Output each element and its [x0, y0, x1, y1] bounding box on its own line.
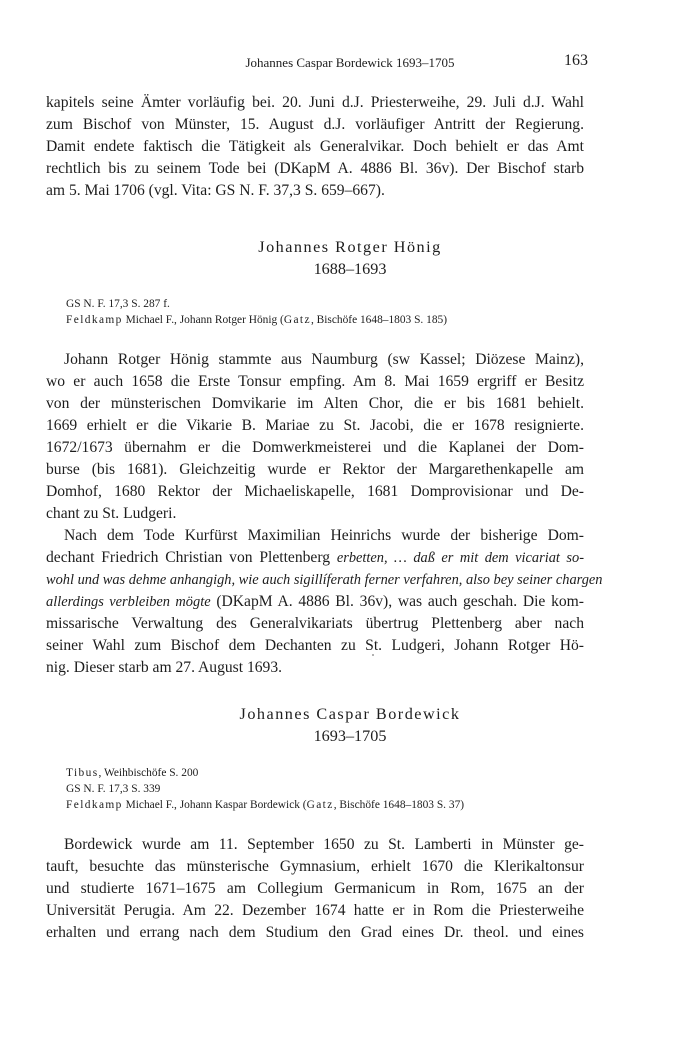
editor-name: Gatz — [283, 314, 311, 326]
quoted-text: erbetten, … daß er mit dem vicariat so- — [336, 550, 584, 566]
text-line: wo er auch 1658 die Erste Tonsur empfing. Am 8. Mai 1659 ergriff er Besitz — [46, 373, 584, 390]
text-line: 1672/1673 übernahm er die Domwerkmeisterei und die Kaplanei der Dom- — [46, 439, 584, 456]
text-line: Nach dem Tode Kurfürst Maximilian Heinrichs wurde der bisherige Dom- — [64, 527, 584, 544]
hoenig-paragraph-1 — [46, 349, 603, 679]
text-line: von der münsterischen Domvikarie im Alten Chor, die er bis 1681 behielt. — [46, 395, 584, 412]
intro-paragraph — [46, 92, 584, 202]
entry-text: , Weihbischöfe S. 200 — [98, 767, 199, 779]
section-title: Johannes Rotger Hönig — [258, 238, 442, 256]
text-line: zum Bischof von Münster, 15. August d.J. vorläufiger Antritt der Regierung. — [46, 116, 584, 133]
text-line: Bordewick wurde am 11. September 1650 zu St. Lamberti in Münster ge- — [64, 836, 584, 853]
bibliography-entry — [66, 765, 586, 781]
entry-text: , Bischöfe 1648–1803 S. 37) — [333, 799, 465, 811]
text-line: burse (bis 1681). Gleichzeitig wurde er Rektor der Margarethenkapelle am — [46, 461, 584, 478]
bibliography-bordewick — [66, 765, 586, 813]
editor-name: Gatz — [306, 799, 334, 811]
running-head: Johannes Caspar Bordewick 1693–1705 — [245, 55, 455, 70]
text-line: seiner Wahl zum Bischof dem Dechanten zu St. Ludgeri, Johann Rotger Hö- — [46, 637, 584, 654]
text-line: tauft, besuchte das münsterische Gymnasium, erhielt 1670 die Klerikaltonsur — [46, 858, 584, 875]
text-run: (DKapM A. 4886 Bl. 36v), was auch geschah. Die kom- — [210, 593, 584, 610]
text-line: missarische Verwaltung des Generalvikariats übertrug Plettenberg aber nach — [46, 615, 584, 632]
author-name: Feldkamp — [66, 314, 123, 326]
text-line: Damit endete faktisch die Tätigkeit als Generalvikar. Doch behielt er das Amt — [46, 138, 584, 155]
bibliography-entry — [66, 797, 586, 813]
entry-text: , Bischöfe 1648–1803 S. 185) — [310, 314, 448, 326]
quoted-text-line: wohl und was dehme anhangigh, wie auch sigillíferath ferner verfahren, also bey seiner chargen — [46, 572, 603, 588]
section-years: 1688–1693 — [313, 260, 387, 278]
text-line: Universität Perugia. Am 22. Dezember 1674 hatte er in Rom die Priesterweihe — [46, 902, 584, 919]
text-line — [46, 591, 584, 613]
bordewick-paragraph-1 — [46, 834, 584, 944]
section-title: Johannes Caspar Bordewick — [239, 705, 461, 723]
bibliography-entry: GS N. F. 17,3 S. 339 — [66, 783, 161, 795]
text-line — [46, 547, 584, 569]
section-heading-hoenig — [0, 236, 700, 280]
text-line: erhalten und errang nach dem Studium den Grad eines Dr. theol. und eines — [46, 924, 584, 941]
bibliography-entry — [66, 312, 586, 328]
text-line: Johann Rotger Hönig stammte aus Naumburg (sw Kassel; Diözese Mainz), — [64, 351, 584, 368]
page-number: 163 — [564, 52, 588, 69]
text-line: chant zu St. Ludgeri. — [46, 505, 177, 522]
section-years: 1693–1705 — [313, 727, 387, 745]
text-line: am 5. Mai 1706 (vgl. Vita: GS N. F. 37,3 S. 659–667). — [46, 182, 385, 199]
text-line: kapitels seine Ämter vorläufig bei. 20. Juni d.J. Priesterweihe, 29. Juli d.J. Wahl — [46, 94, 584, 111]
text-line: 1669 erhielt er die Vikarie B. Mariae zu St. Jacobi, die er 1678 resignierte. — [46, 417, 584, 434]
text-line: rechtlich bis zu seinem Tode bei (DKapM A. 4886 Bl. 36v). Der Bischof starb — [46, 160, 584, 177]
quoted-text: allerdings verbleiben mögte — [46, 594, 211, 610]
text-line: Domhof, 1680 Rektor der Michaeliskapelle, 1681 Domprovisionar und De- — [46, 483, 584, 500]
bibliography-entry: GS N. F. 17,3 S. 287 f. — [66, 298, 170, 310]
bibliography-hoenig — [66, 296, 586, 328]
entry-text: Michael F., Johann Rotger Hönig ( — [122, 314, 284, 326]
author-name: Feldkamp — [66, 799, 123, 811]
entry-text: Michael F., Johann Kaspar Bordewick ( — [122, 799, 307, 811]
author-name: Tibus — [66, 767, 99, 779]
text-run: dechant Friedrich Christian von Plettenberg — [46, 549, 337, 566]
section-heading-bordewick — [0, 703, 700, 747]
print-speck — [372, 654, 374, 656]
text-line: nig. Dieser starb am 27. August 1693. — [46, 659, 283, 676]
text-line: und studierte 1671–1675 am Collegium Germanicum in Rom, 1675 an der — [46, 880, 584, 897]
